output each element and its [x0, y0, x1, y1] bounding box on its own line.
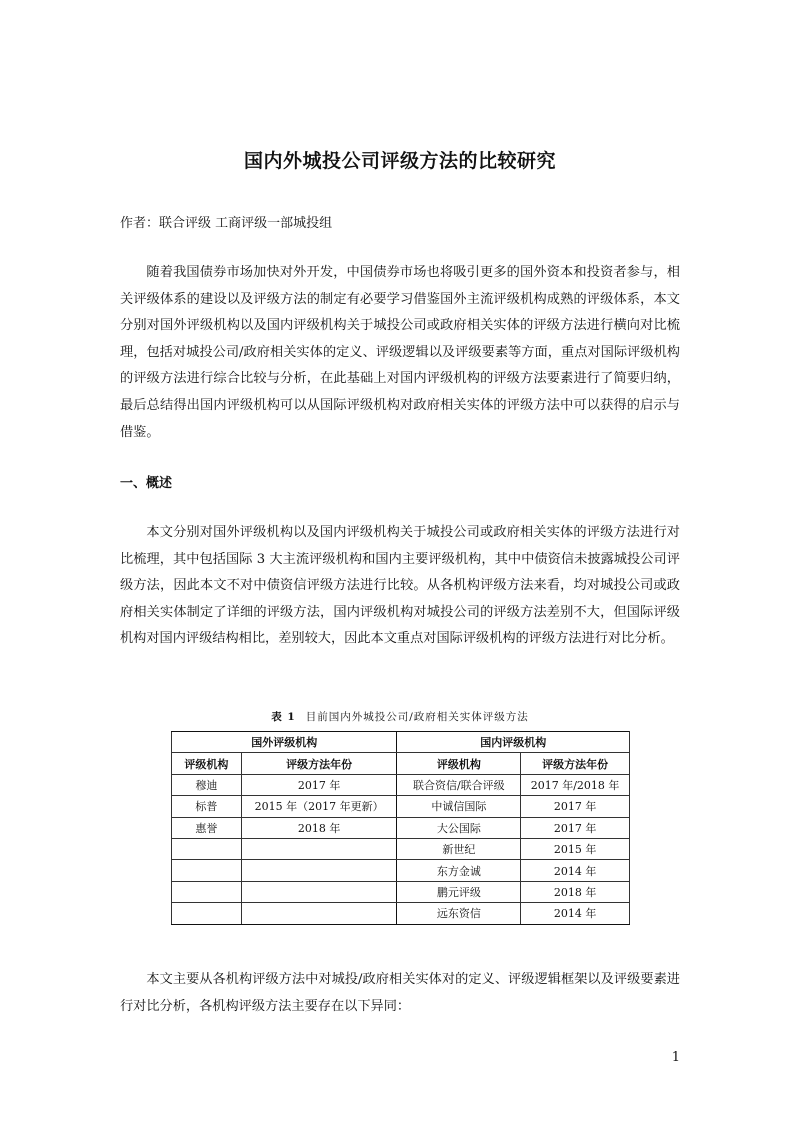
foreign-year-cell: 2017 年 [241, 774, 397, 795]
column-header-agency: 评级机构 [397, 753, 521, 774]
domestic-year-cell: 2014 年 [521, 903, 630, 924]
domestic-year-cell: 2015 年 [521, 838, 630, 859]
column-header-year: 评级方法年份 [521, 753, 630, 774]
table-caption [0, 709, 800, 724]
foreign-agency-cell [172, 838, 242, 859]
domestic-year-cell: 2017 年/2018 年 [521, 774, 630, 795]
domestic-year-cell: 2014 年 [521, 860, 630, 881]
table-row [172, 774, 630, 795]
intro-paragraph: 随着我国债券市场加快对外开发，中国债券市场也将吸引更多的国外资本和投资者参与，相关评级体系的建设以及评级方法的制定有必要学习借鉴国外主流评级机构成熟的评级体系，本文分别对国外评级机构以及国内评级机构关于城投公司或政府相关实体的评级方法进行横向对比梳理，包括对城投公司/政府相关实体的定义、评级逻辑以及评级要素等方面，重点对国际评级机构的评级方法进行综合比较与分析，在此基础上对国内评级机构的评级方法要素进行了简要归纳，最后总结得出国内评级机构可以从国际评级机构对政府相关实体的评级方法中可以获得的启示与借鉴。 [120, 265, 680, 440]
table-row [172, 838, 630, 859]
table-row [172, 903, 630, 924]
domestic-agency-cell: 大公国际 [397, 817, 521, 838]
foreign-year-cell [241, 838, 397, 859]
column-header-year: 评级方法年份 [241, 753, 397, 774]
domestic-agency-cell: 中诚信国际 [397, 796, 521, 817]
table-caption-text: 目前国内外城投公司/政府相关实体评级方法 [305, 711, 529, 723]
domestic-year-cell: 2017 年 [521, 817, 630, 838]
domestic-agency-cell: 远东资信 [397, 903, 521, 924]
section-heading-overview: 一、概述 [120, 476, 173, 491]
foreign-agency-cell: 惠誉 [172, 817, 242, 838]
table-row [172, 817, 630, 838]
foreign-agency-cell [172, 903, 242, 924]
table-caption-number: 表 1 [271, 711, 296, 723]
table-column-header-row [172, 753, 630, 774]
author-line: 作者：联合评级 工商评级一部城投组 [120, 216, 333, 231]
foreign-year-cell [241, 903, 397, 924]
domestic-agency-cell: 新世纪 [397, 838, 521, 859]
table-row [172, 796, 630, 817]
table-row [172, 881, 630, 902]
domestic-agency-cell: 联合资信/联合评级 [397, 774, 521, 795]
page-number: 1 [671, 1050, 680, 1065]
foreign-year-cell [241, 860, 397, 881]
domestic-agencies-header: 国内评级机构 [397, 732, 630, 753]
foreign-agency-cell: 标普 [172, 796, 242, 817]
foreign-agency-cell [172, 881, 242, 902]
overview-paragraph: 本文分别对国外评级机构以及国内评级机构关于城投公司或政府相关实体的评级方法进行对比梳理，其中包括国际 3 大主流评级机构和国内主要评级机构，其中中债资信未披露城投公司评级方法，因此本文不对中债资信评级方法进行比较。从各机构评级方法来看，均对城投公司或政府相关实体制定了详细的评级方法，国内评级机构对城投公司的评级方法差别不大，但国际评级机构对国内评级结构相比，差别较大，因此本文重点对国际评级机构的评级方法进行对比分析。 [120, 525, 680, 647]
foreign-year-cell [241, 881, 397, 902]
table-row [172, 860, 630, 881]
foreign-agency-cell [172, 860, 242, 881]
domestic-year-cell: 2018 年 [521, 881, 630, 902]
column-header-agency: 评级机构 [172, 753, 242, 774]
foreign-year-cell: 2018 年 [241, 817, 397, 838]
table-group-header-row [172, 732, 630, 753]
foreign-agencies-header: 国外评级机构 [172, 732, 397, 753]
foreign-year-cell: 2015 年（2017 年更新） [241, 796, 397, 817]
document-title: 国内外城投公司评级方法的比较研究 [243, 150, 556, 172]
domestic-agency-cell: 鹏元评级 [397, 881, 521, 902]
comparison-paragraph: 本文主要从各机构评级方法中对城投/政府相关实体对的定义、评级逻辑框架以及评级要素进行对比分析，各机构评级方法主要存在以下异同： [120, 972, 680, 1014]
domestic-agency-cell: 东方金诚 [397, 860, 521, 881]
rating-methods-table [171, 731, 630, 925]
foreign-agency-cell: 穆迪 [172, 774, 242, 795]
domestic-year-cell: 2017 年 [521, 796, 630, 817]
